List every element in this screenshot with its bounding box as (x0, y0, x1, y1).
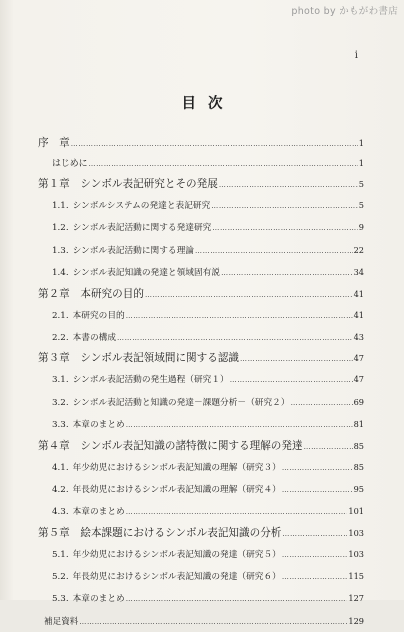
toc-page-number: 129 (348, 615, 364, 626)
toc-page-number: 22 (353, 244, 364, 255)
toc-entry-title: 年長幼児におけるシンボル表記知識の理解（研究４） (72, 484, 281, 495)
dot-leader (79, 611, 347, 632)
toc-page-number: 115 (348, 571, 364, 582)
dot-leader (240, 349, 353, 368)
toc-page-number: 41 (353, 288, 364, 299)
dot-leader (211, 195, 358, 216)
toc-page-number: 41 (353, 309, 364, 320)
toc-section-number: 1.1. (52, 201, 69, 211)
toc-page-number: 1 (358, 138, 364, 148)
toc-page-number: 47 (353, 374, 364, 385)
toc-section-row (38, 239, 364, 261)
toc-section-number: 4.3. (52, 507, 69, 518)
toc-page-number: 1 (358, 158, 364, 168)
toc-supp-row (38, 610, 364, 632)
toc-section-number: 3.2. (52, 397, 69, 408)
dot-leader (71, 134, 358, 153)
dot-leader (282, 544, 347, 565)
dot-leader (126, 305, 353, 326)
toc-page-number: 85 (353, 440, 364, 451)
toc-section-number: 4.2. (52, 484, 69, 495)
toc-chapter-row (38, 523, 364, 543)
toc-page-number: 5 (358, 200, 364, 210)
toc-entry-title: シンボル表記活動と知識の発達－課題分析－（研究２） (72, 397, 290, 408)
toc-entry-title: シンボル表記活動に関する理論 (72, 245, 194, 256)
toc-section-number: 3.3. (52, 420, 69, 431)
toc-section-row (38, 456, 364, 478)
toc-page-number: 85 (353, 461, 364, 472)
toc-page-number: 5 (358, 179, 364, 189)
dot-leader (282, 566, 347, 587)
toc-entry-title: はじめに (52, 159, 88, 169)
toc-entry-title: 第５章 絵本課題におけるシンボル表記知識の分析 (38, 526, 282, 539)
toc-page-number: 43 (353, 331, 364, 342)
toc-entry-title: 第３章 シンボル表記領域間に関する認識 (38, 352, 240, 365)
toc-entry-title: 本研究の目的 (72, 310, 125, 321)
toc-entry-title: シンボル表記知識の発達と領域固有説 (72, 268, 221, 279)
toc-section-number: 1.3. (52, 245, 69, 256)
dot-leader (126, 588, 348, 609)
dot-leader (212, 217, 357, 238)
toc-entry-title: 序 章 (38, 137, 70, 149)
toc-section-row (38, 500, 364, 522)
dot-leader (89, 154, 358, 174)
toc-section-number: 2.2. (52, 332, 69, 343)
dot-leader (304, 437, 353, 456)
dot-leader (230, 369, 353, 390)
toc-section-row (38, 304, 364, 326)
toc-page-number: 81 (353, 419, 364, 430)
toc-section-number: 3.1. (52, 375, 69, 386)
page-title: 目次 (181, 95, 235, 112)
toc-entry-title: シンボルシステムの発達と表記研究 (72, 201, 211, 211)
toc-section-number: 4.1. (52, 462, 69, 473)
toc-entry-title: 本章のまとめ (72, 594, 125, 605)
toc-section-row (38, 478, 364, 500)
toc-section-row (38, 413, 364, 435)
toc-chapter-row (38, 436, 364, 456)
toc-section-row (38, 391, 364, 413)
toc-page-number: 101 (348, 506, 364, 517)
toc-section-row (38, 261, 364, 283)
dot-leader (219, 175, 358, 194)
dot-leader (126, 501, 348, 522)
toc-page-number: 95 (353, 483, 364, 494)
toc-entry-title: 年少幼児におけるシンボル表記知識の発達（研究５） (72, 549, 281, 560)
toc-intro-row (38, 153, 364, 174)
toc-entry-title: 第２章 本研究の目的 (38, 287, 144, 300)
dot-leader (126, 414, 353, 435)
toc-section-row (38, 326, 364, 348)
toc-section-row (38, 216, 364, 238)
toc-section-number: 1.4. (52, 268, 69, 279)
page-number: i (354, 50, 358, 61)
table-of-contents (38, 133, 364, 632)
toc-entry-title: 本書の構成 (72, 332, 117, 343)
toc-entry-title: 第１章 シンボル表記研究とその発展 (38, 178, 218, 190)
toc-page-number: 103 (348, 527, 364, 538)
toc-page-number: 9 (358, 222, 364, 233)
toc-section-row (38, 565, 364, 587)
toc-section-row (38, 587, 364, 609)
dot-leader (145, 285, 353, 304)
toc-section-number: 5.2. (52, 572, 69, 583)
dot-leader (117, 327, 353, 348)
toc-entry-title: 年少幼児におけるシンボル表記知識の理解（研究３） (72, 462, 281, 473)
toc-entry-title: 補足資料 (44, 616, 79, 627)
toc-section-number: 5.1. (52, 549, 69, 560)
toc-chapter-row (38, 133, 364, 153)
toc-page-number: 47 (353, 353, 364, 364)
toc-entry-title: 本章のまとめ (72, 420, 125, 431)
toc-entry-title: シンボル表記活動の発生過程（研究１） (72, 375, 229, 386)
toc-section-number: 5.3. (52, 594, 69, 605)
toc-chapter-row (38, 174, 364, 194)
toc-page-number: 103 (348, 548, 364, 559)
toc-entry-title: シンボル表記活動に関する発達研究 (72, 223, 212, 234)
toc-section-row (38, 368, 364, 390)
dot-leader (291, 392, 353, 413)
toc-page-number: 69 (353, 396, 364, 407)
dot-leader (221, 262, 353, 283)
toc-entry-title: 本章のまとめ (72, 507, 125, 518)
toc-section-number: 1.2. (52, 223, 69, 234)
photo-watermark: photo by かもがわ書店 (291, 6, 398, 17)
toc-entry-title: 第４章 シンボル表記知識の諸特徴に関する理解の発達 (38, 439, 303, 452)
toc-section-row (38, 194, 364, 216)
toc-page-number: 34 (353, 267, 364, 278)
toc-page-number: 127 (348, 593, 364, 604)
toc-entry-title: 年長幼児におけるシンボル表記知識の発達（研究６） (72, 572, 281, 583)
toc-section-row (38, 543, 364, 565)
toc-section-number: 2.1. (52, 310, 69, 321)
dot-leader (282, 479, 353, 500)
dot-leader (282, 457, 353, 478)
toc-chapter-row (38, 348, 364, 368)
dot-leader (195, 240, 353, 261)
toc-chapter-row (38, 284, 364, 304)
dot-leader (282, 524, 347, 543)
